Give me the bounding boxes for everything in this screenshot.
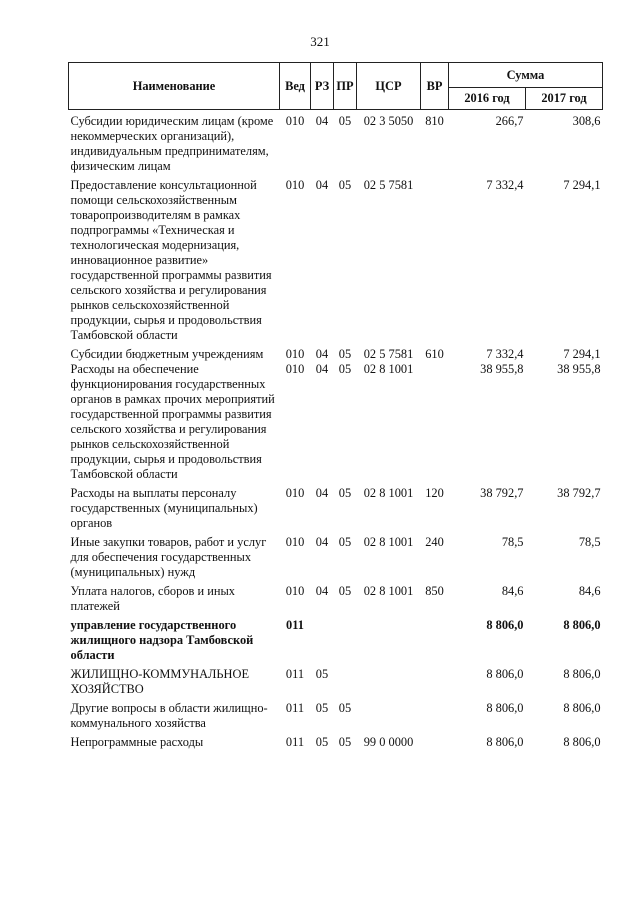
- row-sum-2017: 7 294,1: [563, 178, 601, 192]
- row-pr: 05: [338, 114, 352, 128]
- row-pr: 05: [338, 735, 352, 749]
- row-sum-2016: 266,7: [495, 114, 524, 128]
- row-sum-2017: 8 806,0: [563, 667, 601, 681]
- row-csr: 02 5 7581: [363, 347, 414, 361]
- row-vr: [421, 731, 449, 750]
- row-ved: 010: [285, 178, 305, 192]
- page-number: 321: [310, 34, 330, 49]
- row-sum-2017: 38 792,7: [557, 486, 601, 500]
- row-sum-2017: 78,5: [578, 535, 601, 549]
- row-csr: [357, 663, 421, 697]
- row-name: управление государственного жилищного надзора Тамбовской области: [70, 618, 254, 662]
- header-pr: ПР: [334, 63, 357, 110]
- row-name: Иные закупки товаров, работ и услуг для обеспечения государственных (муниципальных) нужд: [70, 535, 267, 579]
- table-row: [69, 580, 603, 614]
- row-csr: 02 3 5050: [363, 114, 414, 128]
- header-year-2016: 2016 год: [449, 88, 526, 110]
- table-row: [69, 697, 603, 731]
- row-vr: 610: [425, 347, 444, 361]
- row-vr: [421, 174, 449, 343]
- row-csr: 02 8 1001: [363, 362, 414, 376]
- row-rz: 04: [315, 114, 329, 128]
- row-rz: [311, 614, 334, 663]
- row-ved: 010: [285, 486, 305, 500]
- row-pr: 05: [338, 535, 352, 549]
- table-row: [69, 731, 603, 750]
- row-rz: 05: [315, 735, 329, 749]
- row-sum-2016: 8 806,0: [486, 735, 524, 749]
- row-sum-2016: 84,6: [501, 584, 524, 598]
- row-sum-2016: 7 332,4: [486, 347, 524, 361]
- row-sum-2016: 78,5: [501, 535, 524, 549]
- row-name: Субсидии юридическим лицам (кроме некоммерческих организаций), индивидуальным предпринимателям, физическим лицам: [70, 114, 274, 173]
- row-sum-2016: 38 955,8: [480, 362, 524, 376]
- row-ved: 010: [285, 535, 305, 549]
- row-rz: 04: [315, 347, 329, 361]
- row-pr: 05: [338, 486, 352, 500]
- table-row: [69, 110, 603, 175]
- row-name: Субсидии бюджетным учреждениям: [70, 347, 264, 361]
- row-vr: 810: [425, 114, 444, 128]
- table-row: [69, 343, 603, 362]
- row-ved: 010: [285, 114, 305, 128]
- row-sum-2016: 7 332,4: [486, 178, 524, 192]
- row-sum-2016: 8 806,0: [486, 701, 524, 715]
- row-pr: 05: [338, 347, 352, 361]
- row-sum-2017: 38 955,8: [557, 362, 601, 376]
- header-ved: Вед: [280, 63, 311, 110]
- row-csr: 02 8 1001: [363, 584, 414, 598]
- row-vr: 240: [425, 535, 444, 549]
- table-row: [69, 614, 603, 663]
- table-row: [69, 531, 603, 580]
- row-sum-2017: 308,6: [572, 114, 601, 128]
- row-ved: 010: [285, 362, 305, 376]
- row-csr: 02 5 7581: [363, 178, 414, 192]
- row-csr: [357, 614, 421, 663]
- row-ved: 010: [285, 584, 305, 598]
- row-name: Уплата налогов, сборов и иных платежей: [70, 584, 235, 613]
- row-rz: 05: [315, 701, 329, 715]
- row-pr: 05: [338, 584, 352, 598]
- row-pr: [334, 663, 357, 697]
- row-name: Предоставление консультационной помощи сельскохозяйственным товаропроизводителям в рамках подпрограммы «Техническая и технологическая модернизация, инновационное развитие» государственной программы развития сельского хозяйства и регулирования рынков сельскохозяйственной продукции, сырья и продовольствия Тамбовской области: [70, 178, 272, 342]
- budget-table: [68, 62, 603, 750]
- header-name: Наименование: [69, 63, 280, 110]
- row-vr: 120: [425, 486, 444, 500]
- header-sum: Сумма: [449, 63, 603, 88]
- row-sum-2017: 8 806,0: [563, 701, 601, 715]
- row-vr: [421, 697, 449, 731]
- row-vr: [421, 362, 449, 482]
- table-row: [69, 663, 603, 697]
- row-pr: 05: [338, 701, 352, 715]
- row-name: Расходы на обеспечение функционирования государственных органов в рамках прочих мероприятий государственной программы развития сельского хозяйства и регулирования рынков сельскохозяйственной продукции, сырья и продовольствия Тамбовской области: [70, 362, 275, 481]
- row-name: Непрограммные расходы: [70, 735, 204, 749]
- row-sum-2016: 8 806,0: [486, 667, 524, 681]
- row-sum-2016: 38 792,7: [480, 486, 524, 500]
- table-header: [69, 63, 603, 110]
- row-rz: 04: [315, 178, 329, 192]
- header-rz: РЗ: [311, 63, 334, 110]
- row-ved: 011: [285, 667, 305, 681]
- row-csr: [357, 697, 421, 731]
- row-ved: 011: [285, 735, 305, 749]
- table-row: [69, 362, 603, 482]
- header-year-2017: 2017 год: [526, 88, 603, 110]
- row-ved: 011: [285, 701, 305, 715]
- row-csr: 99 0 0000: [363, 735, 414, 749]
- header-csr: ЦСР: [357, 63, 421, 110]
- row-rz: 04: [315, 362, 329, 376]
- row-sum-2016: 8 806,0: [486, 618, 524, 632]
- row-pr: 05: [338, 362, 352, 376]
- row-sum-2017: 8 806,0: [563, 735, 601, 749]
- row-name: Другие вопросы в области жилищно-коммунального хозяйства: [70, 701, 268, 730]
- row-rz: 04: [315, 535, 329, 549]
- row-vr: [421, 663, 449, 697]
- row-sum-2017: 84,6: [578, 584, 601, 598]
- header-vr: ВР: [421, 63, 449, 110]
- row-rz: 04: [315, 584, 329, 598]
- table-row: [69, 482, 603, 531]
- row-csr: 02 8 1001: [363, 535, 414, 549]
- row-csr: 02 8 1001: [363, 486, 414, 500]
- row-rz: 04: [315, 486, 329, 500]
- row-name: ЖИЛИЩНО-КОММУНАЛЬНОЕ ХОЗЯЙСТВО: [70, 667, 250, 696]
- table-row: [69, 174, 603, 343]
- row-ved: 011: [286, 618, 304, 632]
- row-sum-2017: 7 294,1: [563, 347, 601, 361]
- row-ved: 010: [285, 347, 305, 361]
- row-pr: [334, 614, 357, 663]
- row-pr: 05: [338, 178, 352, 192]
- row-rz: 05: [315, 667, 329, 681]
- row-vr: 850: [425, 584, 444, 598]
- row-sum-2017: 8 806,0: [563, 618, 601, 632]
- row-name: Расходы на выплаты персоналу государственных (муниципальных) органов: [70, 486, 258, 530]
- row-vr: [421, 614, 449, 663]
